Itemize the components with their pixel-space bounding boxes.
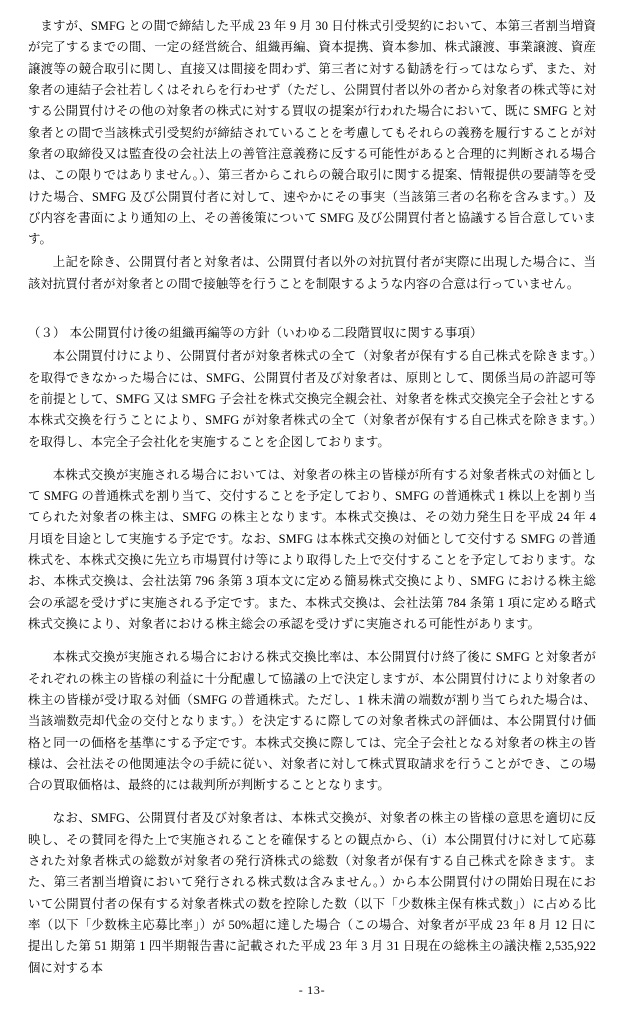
document-body [28,16,596,979]
paragraph: 本株式交換が実施される場合においては、対象者の株主の皆様が所有する対象者株式の対価として SMFG の普通株式を割り当て、交付することを予定しており、SMFG の普通株式 1 株以上を割り当てられた対象者の株主は、SMFG の株主となります。本株式交換は、その効力発生日を平成 24 年 4 月頃を目途として実施する予定です。なお、SMFG は本株式交換の対価として交付する SMFG の普通株式を、本株式交換に先立ち市場買付け等により取得した上で交付することを予定しております。なお、本株式交換は、会社法第 796 条第 3 項本文に定める簡易株式交換により、SMFG における株主総会の承認を受けずに実施される予定です。また、本株式交換は、会社法第 784 条第 1 項に定める略式株式交換により、対象者における株主総会の承認を受けずに実施される可能性があります。 [28,467,596,632]
paragraph: 本公開買付けにより、公開買付者が対象者株式の全て（対象者が保有する自己株式を除きます。）を取得できなかった場合には、SMFG、公開買付者及び対象者は、原則として、関係当局の許認可等を前提として、SMFG 又は SMFG 子会社を株式交換完全親会社、対象者を株式交換完全子会社とする本株式交換を行うことにより、SMFG が対象者株式の全て（対象者が保有する自己株式を除きます。）を取得し、本完全子会社化を実施することを企図しております。 [28,349,596,449]
section-number: （３） [28,325,66,340]
section-gap [28,297,596,323]
section-title: 本公開買付け後の組織再編等の方針（いわゆる二段階買収に関する事項） [69,325,483,340]
paragraph: 本株式交換が実施される場合における株式交換比率は、本公開買付け終了後に SMFG と対象者がそれぞれの株主の皆様の利益に十分配慮して協議の上で決定しますが、本公開買付けにより対象者の株主の皆様が受け取る対価（SMFG の普通株式。ただし、1 株未満の端数が割り当てられた場合は、当該端数売却代金の交付となります。）を決定するに際しての対象者株式の評価は、本公開買付け価格と同一の価格を基準にする予定です。本株式交換に際しては、完全子会社となる対象者の株主の皆様は、会社法その他関連法令の手続に従い、対象者に対して株式買取請求を行うことができ、この場合の買取価格は、最終的には裁判所が判断することとなります。 [28,650,596,793]
paragraph: ますが、SMFG との間で締結した平成 23 年 9 月 30 日付株式引受契約において、本第三者割当増資が完了するまでの間、一定の経営統合、組織再編、資本提携、資本参加、株式譲渡、事業譲渡、資産譲渡等の競合取引に関し、直接又は間接を問わず、第三者に対する勧誘を行ってはならず、また、対象者の連結子会社若しくはそれらを行わせず（ただし、公開買付者以外の者から対象者の株式等に対する公開買付けその他の対象者の株式に対する買収の提案が行われた場合において、既に SMFG と対象者との間で当該株式引受契約が締結されていることを考慮してもそれらの義務を履行することが対象者の取締役又は監査役の会社法上の善管注意義務に反する可能性があると合理的に判断される場合は、この限りではありません。）、第三者からこれらの競合取引に関する提案、情報提供の要請等を受けた場合、SMFG 及び公開買付者に対して、速やかにその事実（当該第三者の名称を含みます。）及び内容を書面により通知の上、その善後策について SMFG 及び公開買付者と協議する旨合意しています。 [28,19,596,247]
paragraph-spacer [28,798,596,808]
paragraph-spacer [28,455,596,465]
section-heading [28,323,596,344]
paragraph: 上記を除き、公開買付者と対象者は、公開買付者以外の対抗買付者が実際に出現した場合に、当該対抗買付者が対象者との間で接触等を行うことを制限するような内容の合意は行っていません。 [28,255,596,291]
paragraph: なお、SMFG、公開買付者及び対象者は、本株式交換が、対象者の株主の皆様の意思を適切に反映し、その賛同を得た上で実施されることを確保するとの観点から、（ⅰ）本公開買付けに対して応募された対象者株式の総数が対象者の発行済株式の総数（対象者が保有する自己株式を除きます。また、第三者割当増資において発行される株式数は含みません。）から本公開買付けの開始日現在において公開買付者の保有する対象者株式の数を控除した数（以下「少数株主保有株式数」）に占める比率（以下「少数株主応募比率」）が 50%超に達した場合（この場合、対象者が平成 23 年 8 月 12 日に提出した第 51 期第 1 四半期報告書に記載された平成 23 年 3 月 31 日現在の総株主の議決権 2,535,922 個に対する本 [28,811,596,975]
section-body [28,346,596,979]
page-number: - 13- [298,983,326,997]
paragraph-spacer [28,637,596,647]
